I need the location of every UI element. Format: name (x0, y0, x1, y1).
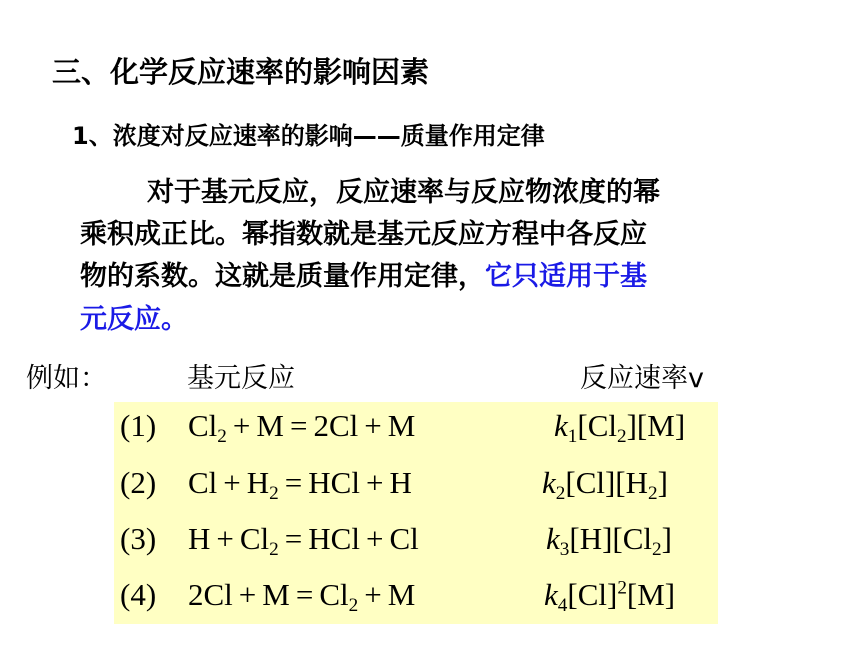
equation-number: (2) (120, 465, 157, 500)
column-header-reaction: 基元反应 (187, 363, 295, 394)
equation-box (114, 402, 718, 624)
rate-expression: $k_4[Cl]^2[M]$ (544, 577, 676, 616)
equation-row (114, 461, 718, 511)
equation-expression: $Cl + H_2$ = HCl + H (188, 465, 412, 504)
paragraph-line (80, 254, 647, 293)
equation-expression: $H + Cl_2$ = HCl + Cl (188, 521, 419, 560)
equation-number: (3) (120, 521, 157, 556)
equation-number: (1) (120, 408, 157, 443)
paragraph-line: 对于基元反应，反应速率与反应物浓度的幂 (147, 177, 660, 208)
highlight-text: 它只适用于基 (485, 261, 647, 292)
section-heading: 1、浓度对反应速率的影响——质量作用定律 (72, 122, 545, 150)
equation-row (114, 573, 718, 623)
equation-row (114, 517, 718, 567)
column-header-rate: 反应速率v (580, 363, 704, 394)
equation-number: (4) (120, 577, 157, 612)
rate-expression: $k_1[Cl_2][M]$ (554, 408, 686, 447)
paragraph-line: 乘积成正比。幂指数就是基元反应方程中各反应 (80, 219, 647, 250)
equation-expression: $Cl_2 + M = 2Cl + M$ (188, 408, 416, 447)
paragraph-text: 物的系数。这就是质量作用定律， (80, 261, 485, 292)
example-label: 例如： (26, 363, 107, 394)
highlight-text: 元反应。 (80, 304, 188, 335)
rate-expression: $k_2[Cl][H_2]$ (542, 465, 668, 504)
page-title: 三、化学反应速率的影响因素 (52, 55, 430, 89)
rate-expression: $k_3[H][Cl_2]$ (546, 521, 672, 560)
equation-expression: $2Cl + M = Cl_2 + M$ (188, 577, 416, 616)
equation-row (114, 404, 718, 454)
